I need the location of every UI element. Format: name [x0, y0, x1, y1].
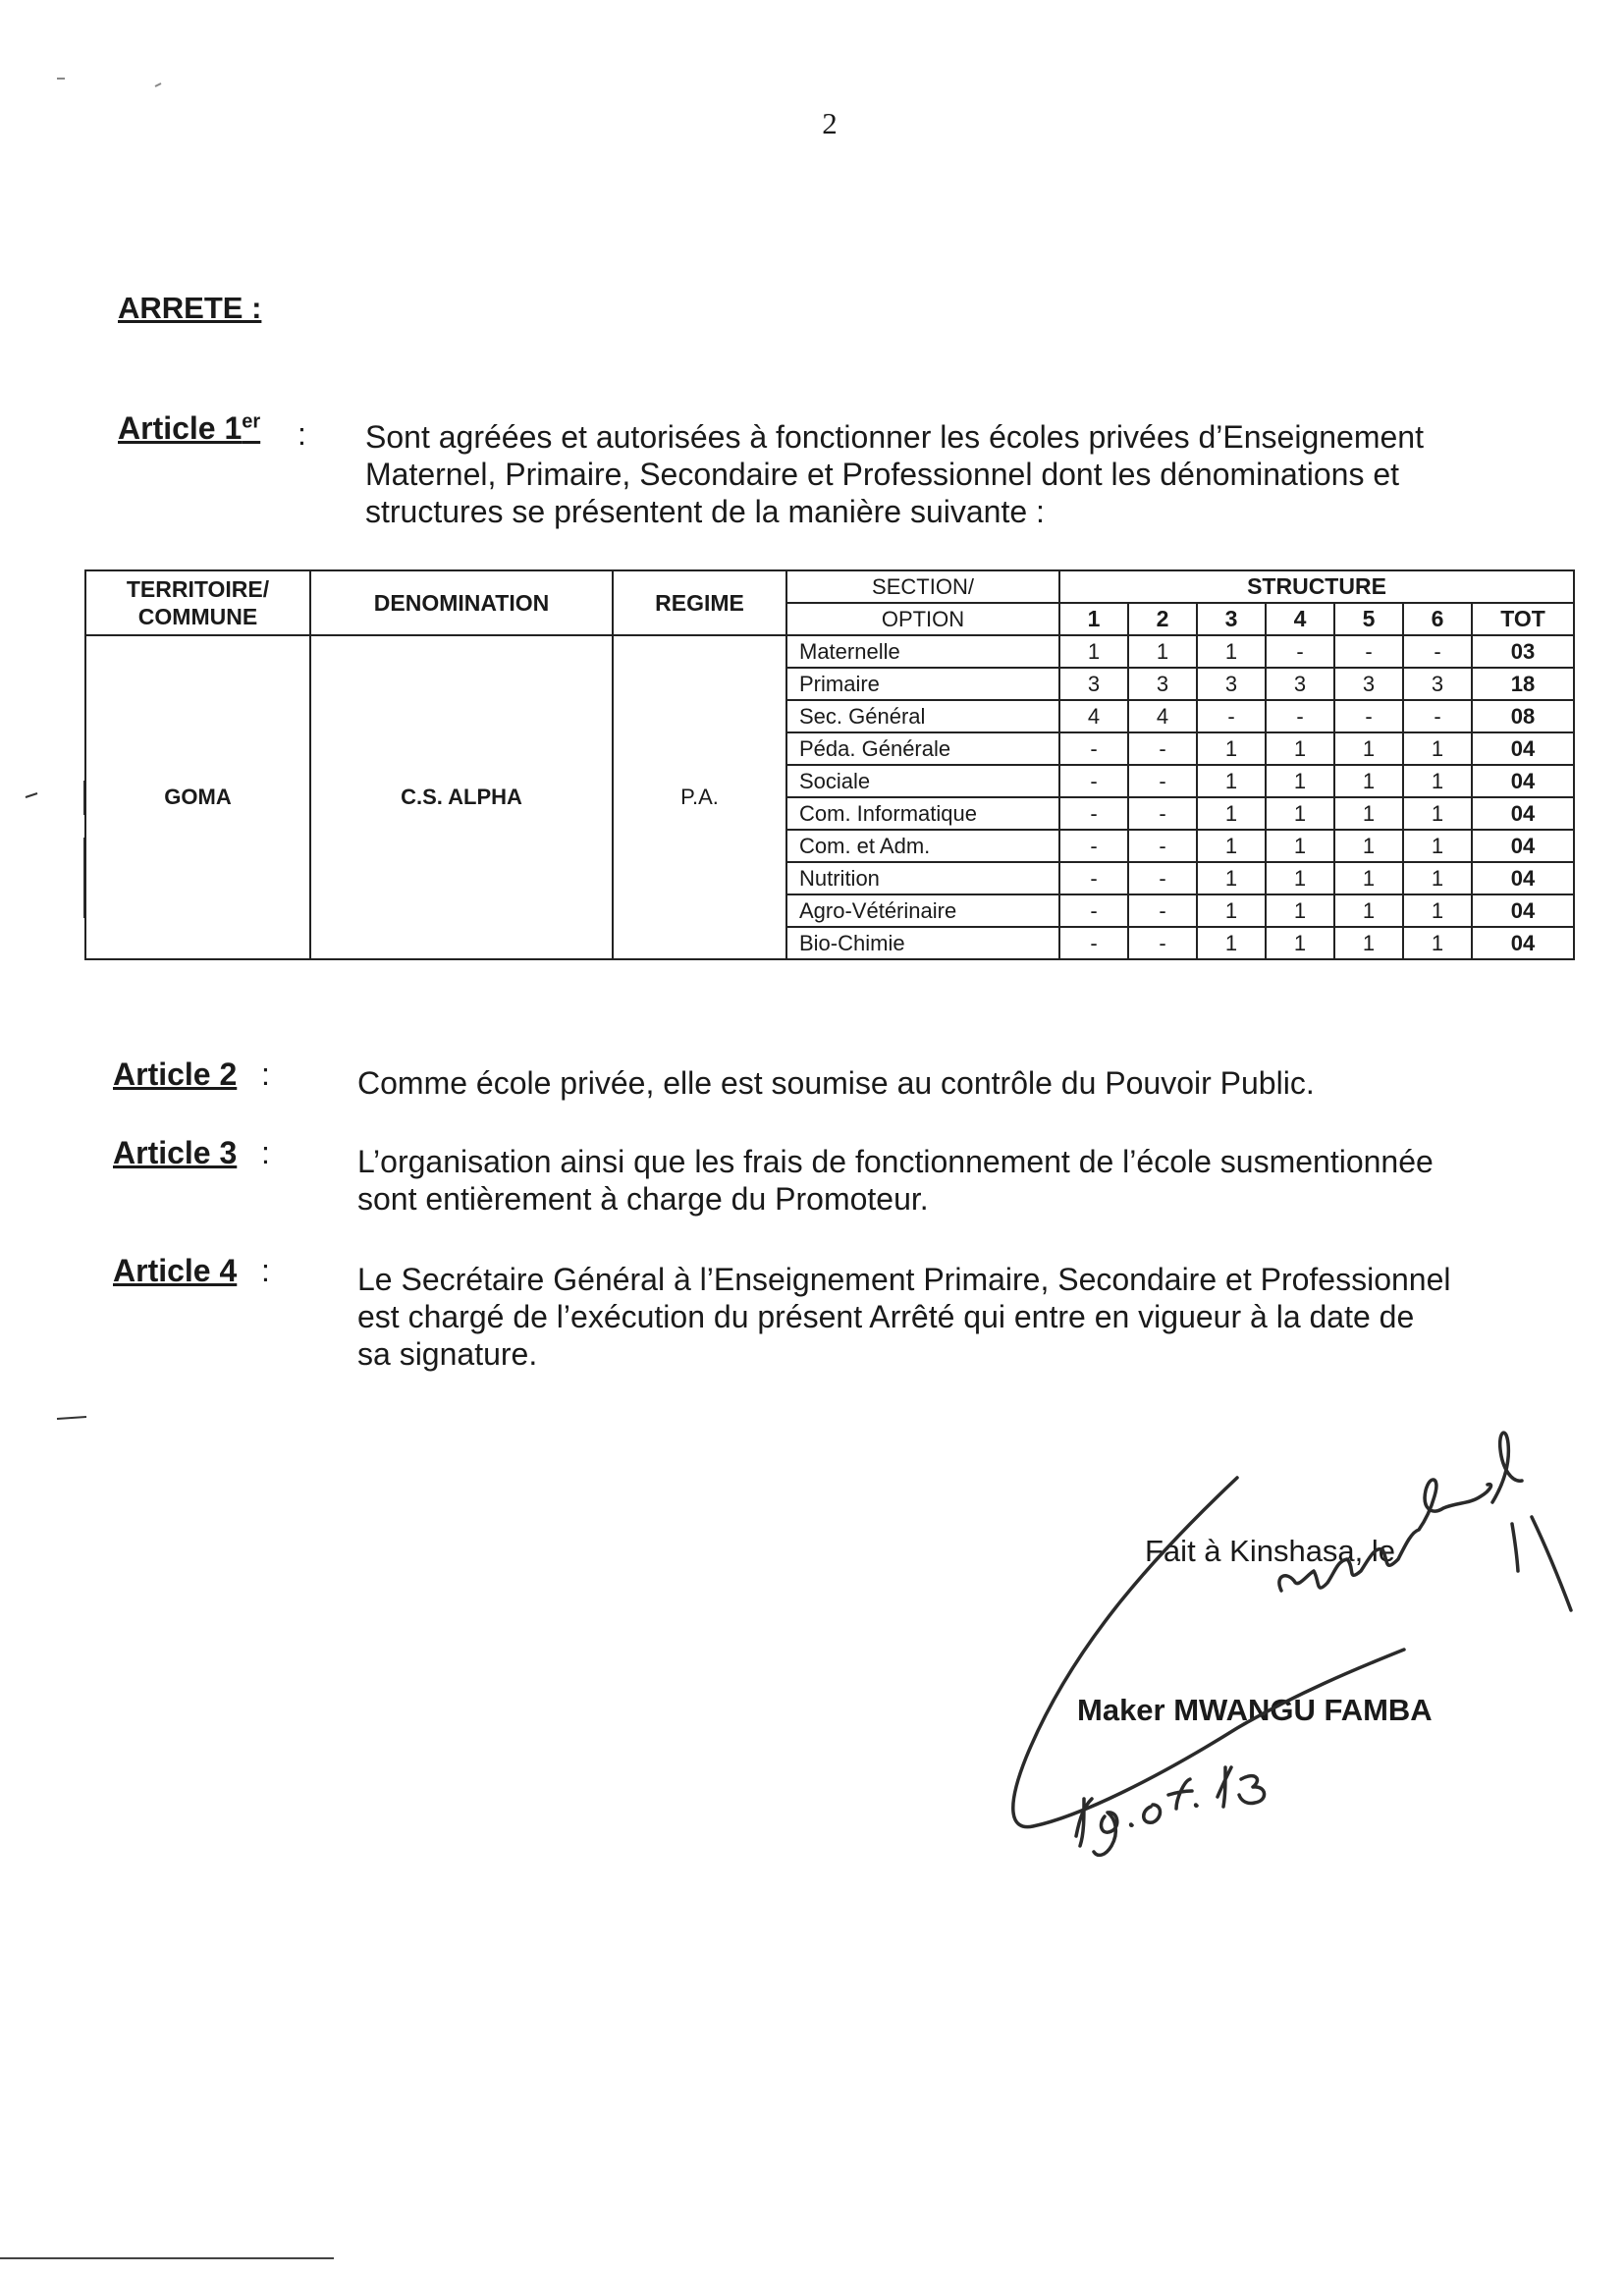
option-cell: Primaire: [786, 668, 1059, 700]
article-3-label: Article 3: [113, 1135, 238, 1170]
structure-cell: 4: [1059, 700, 1128, 732]
option-cell: Nutrition: [786, 862, 1059, 894]
structure-cell: 3: [1266, 668, 1334, 700]
structure-cell: 1: [1266, 894, 1334, 927]
regime-cell: P.A.: [613, 635, 786, 959]
structure-cell: 3: [1334, 668, 1403, 700]
structure-cell: 1: [1334, 765, 1403, 797]
structure-cell: 1: [1197, 732, 1266, 765]
article-2-text: Comme école privée, elle est soumise au contrôle du Pouvoir Public.: [357, 1065, 1315, 1101]
total-cell: 04: [1472, 797, 1574, 830]
article-3-text: L’organisation ainsi que les frais de fonctionnement de l’école susmentionnée sont entièrement à charge du Promoteur.: [357, 1144, 1434, 1217]
structure-cell: -: [1059, 894, 1128, 927]
article-4-text: Le Secrétaire Général à l’Enseignement Primaire, Secondaire et Professionnel est chargé de l’exécution du présent Arrêté qui entre en vigueur à la date de sa signature.: [357, 1262, 1451, 1372]
header-col-4: 4: [1266, 603, 1334, 635]
structure-cell: 1: [1266, 765, 1334, 797]
header-col-6: 6: [1403, 603, 1472, 635]
total-cell: 04: [1472, 732, 1574, 765]
structure-cell: 1: [1197, 830, 1266, 862]
total-cell: 08: [1472, 700, 1574, 732]
structure-cell: -: [1128, 862, 1197, 894]
structure-cell: 1: [1197, 797, 1266, 830]
page-number: 2: [822, 106, 838, 140]
handwritten-signature: [982, 1414, 1610, 1924]
total-cell: 04: [1472, 765, 1574, 797]
header-denomination: DENOMINATION: [310, 570, 613, 635]
structure-cell: 3: [1128, 668, 1197, 700]
structure-cell: 1: [1403, 894, 1472, 927]
total-cell: 04: [1472, 830, 1574, 862]
total-cell: 04: [1472, 862, 1574, 894]
structure-cell: 1: [1334, 732, 1403, 765]
table-row: [85, 635, 1574, 668]
signatory-name: Maker MWANGU FAMBA: [1077, 1693, 1433, 1727]
total-cell: 18: [1472, 668, 1574, 700]
structure-cell: -: [1059, 732, 1128, 765]
header-col-2: 2: [1128, 603, 1197, 635]
structure-cell: -: [1334, 700, 1403, 732]
article-1-colon: :: [298, 416, 306, 452]
option-cell: Com. et Adm.: [786, 830, 1059, 862]
structure-cell: -: [1059, 797, 1128, 830]
structure-cell: -: [1403, 700, 1472, 732]
structure-cell: 1: [1403, 830, 1472, 862]
structure-cell: 4: [1128, 700, 1197, 732]
structure-cell: -: [1059, 927, 1128, 959]
header-section: SECTION/: [786, 570, 1059, 603]
structure-cell: 1: [1197, 765, 1266, 797]
structure-cell: 1: [1266, 927, 1334, 959]
structure-cell: 1: [1266, 797, 1334, 830]
structure-cell: 3: [1059, 668, 1128, 700]
structure-cell: 1: [1197, 635, 1266, 668]
header-regime: REGIME: [613, 570, 786, 635]
structure-cell: 1: [1403, 732, 1472, 765]
denomination-cell: C.S. ALPHA: [310, 635, 613, 959]
structure-cell: 1: [1403, 797, 1472, 830]
structure-cell: -: [1128, 732, 1197, 765]
structure-cell: -: [1334, 635, 1403, 668]
article-1-text: Sont agréées et autorisées à fonctionner les écoles privées d’Enseignement Maternel, Primaire, Secondaire et Professionnel dont les dénominations et structures se présentent de la manière suivante :: [365, 419, 1424, 529]
option-cell: Maternelle: [786, 635, 1059, 668]
structure-cell: 1: [1197, 927, 1266, 959]
structure-cell: -: [1128, 894, 1197, 927]
article-2-label: Article 2: [113, 1056, 238, 1092]
structure-cell: 1: [1334, 797, 1403, 830]
option-cell: Com. Informatique: [786, 797, 1059, 830]
decree-heading: ARRETE :: [118, 291, 262, 325]
structure-cell: 1: [1334, 862, 1403, 894]
structure-cell: -: [1128, 927, 1197, 959]
structure-cell: 1: [1403, 862, 1472, 894]
structure-cell: -: [1266, 635, 1334, 668]
school-structure-table: [84, 569, 1575, 960]
option-cell: Sec. Général: [786, 700, 1059, 732]
header-col-3: 3: [1197, 603, 1266, 635]
option-cell: Péda. Générale: [786, 732, 1059, 765]
structure-cell: 1: [1334, 894, 1403, 927]
place-and-date-line: Fait à Kinshasa, le: [1145, 1534, 1396, 1568]
structure-cell: 1: [1197, 862, 1266, 894]
structure-cell: -: [1128, 797, 1197, 830]
header-territoire: TERRITOIRE/ COMMUNE: [85, 570, 310, 635]
territoire-cell: GOMA: [85, 635, 310, 959]
structure-cell: 1: [1266, 862, 1334, 894]
header-option: OPTION: [786, 603, 1059, 635]
structure-cell: 3: [1197, 668, 1266, 700]
structure-cell: 1: [1334, 927, 1403, 959]
article-4-colon: :: [261, 1253, 270, 1288]
header-col-tot: TOT: [1472, 603, 1574, 635]
structure-cell: -: [1128, 830, 1197, 862]
structure-cell: 1: [1266, 732, 1334, 765]
structure-cell: -: [1059, 830, 1128, 862]
header-structure: STRUCTURE: [1059, 570, 1574, 603]
option-cell: Agro-Vétérinaire: [786, 894, 1059, 927]
structure-cell: 3: [1403, 668, 1472, 700]
structure-cell: -: [1197, 700, 1266, 732]
article-2-colon: :: [261, 1056, 270, 1092]
total-cell: 03: [1472, 635, 1574, 668]
structure-cell: 1: [1197, 894, 1266, 927]
total-cell: 04: [1472, 894, 1574, 927]
structure-cell: 1: [1059, 635, 1128, 668]
structure-cell: -: [1059, 862, 1128, 894]
structure-cell: 1: [1403, 765, 1472, 797]
article-1-label: Article 1er: [118, 410, 261, 446]
structure-cell: 1: [1128, 635, 1197, 668]
structure-cell: 1: [1403, 927, 1472, 959]
option-cell: Bio-Chimie: [786, 927, 1059, 959]
structure-cell: -: [1266, 700, 1334, 732]
structure-cell: -: [1128, 765, 1197, 797]
article-3-colon: :: [261, 1135, 270, 1170]
structure-cell: 1: [1334, 830, 1403, 862]
structure-cell: 1: [1266, 830, 1334, 862]
article-4-label: Article 4: [113, 1253, 238, 1288]
structure-cell: -: [1059, 765, 1128, 797]
option-cell: Sociale: [786, 765, 1059, 797]
structure-cell: -: [1403, 635, 1472, 668]
total-cell: 04: [1472, 927, 1574, 959]
header-col-1: 1: [1059, 603, 1128, 635]
header-col-5: 5: [1334, 603, 1403, 635]
